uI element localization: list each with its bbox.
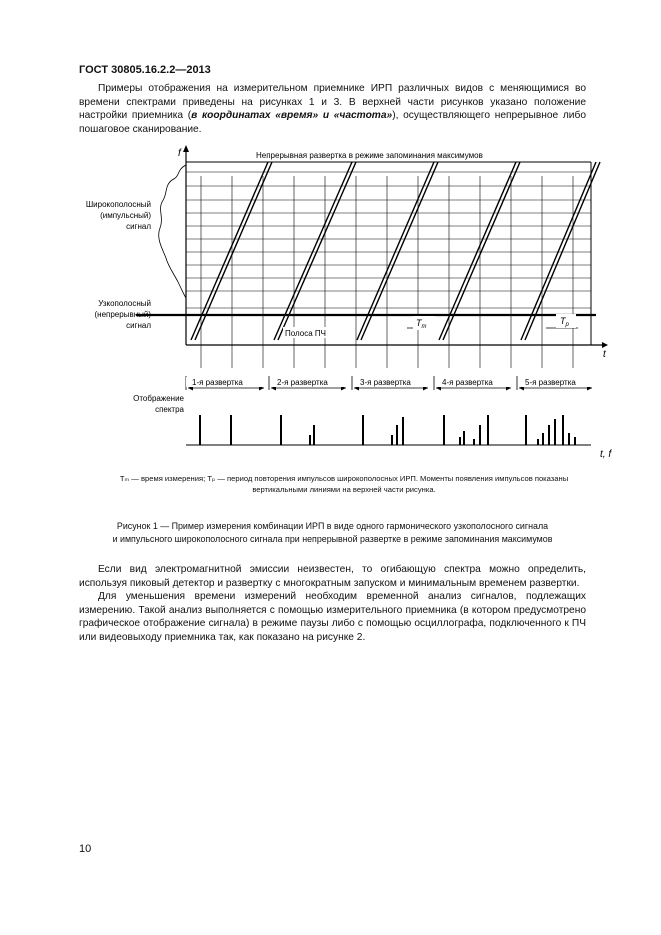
narrowband-label-line3: сигнал — [126, 321, 151, 330]
broadband-label-line1: Широкополосный — [85, 200, 151, 209]
standard-code: ГОСТ 30805.16.2.2—2013 — [79, 64, 211, 76]
sweep-4-trace — [439, 162, 516, 340]
t-axis-label: t — [603, 349, 606, 360]
narrowband-label-line1: Узкополосный — [98, 299, 151, 308]
sweep-1-trace — [195, 162, 272, 340]
intro-paragraph — [79, 82, 586, 136]
tm-label: $T_m$ — [416, 318, 427, 330]
legend-line2: вертикальными линиями на верхней части рисунка. — [252, 485, 436, 494]
caption-line2: и импульсного широкополосного сигнала при непрерывной развертке в режиме запоминания максимумов — [112, 533, 553, 544]
time-axis-arrow — [602, 342, 608, 348]
sweep-4-trace — [443, 162, 520, 340]
f-axis-label: f — [178, 148, 181, 159]
caption-line1: Рисунок 1 — Пример измерения комбинации ИРП в виде одного гармонического узкополосного сигнала — [116, 521, 549, 531]
spectrum-label-line1: Отображение — [133, 394, 184, 403]
legend-line1: Tₘ — время измерения; Tₚ — период повторения импульсов широкополосных ИРП. Моменты появления импульсов показаны — [119, 474, 569, 483]
sweep-4-label: 4-я развертка — [442, 378, 493, 387]
broadband-label-line2: (импульсный) — [100, 211, 151, 220]
top-title: Непрерывная развертка в режиме запоминания максимумов — [256, 151, 483, 160]
sweep-2-trace — [278, 162, 356, 340]
body-paragraph-2: Для уменьшения времени измерений необходим временной анализ сигналов, подлежащих измерению. Такой анализ выполняется с помощью измерительного приемника (в котором предусмотрено графическое отображение сигнала) в режиме паузы либо с помощью осциллографа, подключенного к ПЧ или видеовыходу приемника так, как показано на рисунке 2. — [79, 591, 586, 643]
sweep-5-trace — [521, 162, 596, 340]
intro-text-1: Примеры отображения на измерительном приемнике ИРП различных видов с меняющимися во времени спектрами приведены на рисунках 1 и 3. В верхней части рисунков указано положение настройки приемника ( — [79, 83, 586, 122]
intro-text-2: ), осуществляющего непрерывное либо пошаговое сканирование. — [79, 110, 586, 135]
narrowband-label-line2: (непрерывный) — [94, 310, 151, 319]
sweep-2-label: 2-я развертка — [277, 378, 328, 387]
frequency-axis-arrow — [183, 145, 189, 152]
tf-axis-label: t, f — [600, 449, 612, 460]
sweep-5-trace — [525, 162, 600, 340]
body-paragraph-1: Если вид электромагнитной эмиссии неизвестен, то огибающую спектра можно определить, используя пиковый детектор и развертку с многократным запуском и минимальным временем развертки. — [79, 564, 586, 589]
figure-legend — [79, 473, 609, 495]
figure-1 — [76, 140, 616, 470]
sweep-3-trace — [357, 162, 434, 340]
sweep-5-label: 5-я развертка — [525, 378, 576, 387]
sweep-2-trace — [274, 162, 352, 340]
intro-emphasis: в координатах «время» и «частота» — [191, 110, 393, 122]
spectrum-label-line2: спектра — [155, 405, 184, 414]
if-band-label: Полоса ПЧ — [285, 329, 326, 338]
broadband-envelope — [159, 165, 186, 298]
figure-caption — [79, 520, 586, 545]
sweep-1-label: 1-я развертка — [192, 378, 243, 387]
sweep-1-trace — [191, 162, 268, 340]
sweep-3-trace — [361, 162, 438, 340]
diagram-lines — [136, 145, 608, 445]
sweep-3-label: 3-я развертка — [360, 378, 411, 387]
broadband-label-line3: сигнал — [126, 222, 151, 231]
tp-label: $T_p$ — [560, 316, 569, 328]
page-number: 10 — [79, 843, 92, 855]
